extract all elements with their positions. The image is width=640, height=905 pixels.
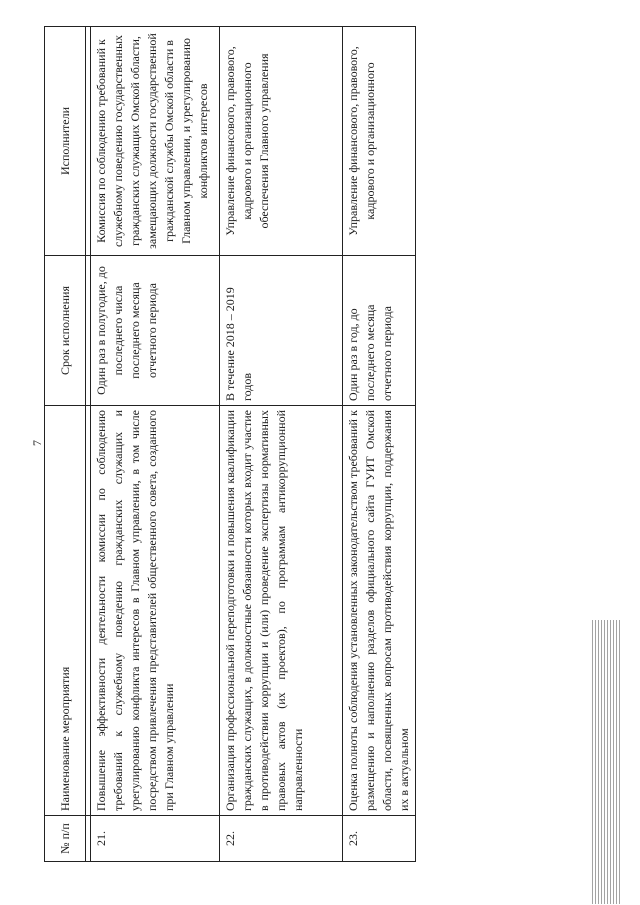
row-name: Повышение эффективности деятельности комиссии по соблюдению требований к служебному поведению гражданских служащих и урегулированию конфликта интересов в Главном управлении, в том числе посредством привлечения представителей общественного совета, созданного при Главном управлении bbox=[91, 406, 220, 816]
row-executors: Управление финансового, правового, кадрового и организационного bbox=[343, 27, 416, 256]
rotated-page bbox=[44, 27, 574, 862]
row-name: Оценка полноты соблюдения установленных законодательством требований к размещению и наполнению разделов официального сайта ГУИТ Омской области, посвященных вопросам противодействия коррупции, поддержания их в актуальном bbox=[343, 406, 416, 816]
table-header-row bbox=[45, 27, 86, 862]
header-name: Наименование мероприятия bbox=[45, 406, 86, 816]
page-number: 7 bbox=[30, 440, 44, 446]
measures-table bbox=[44, 26, 416, 862]
row-executors: Комиссия по соблюдению требований к служебному поведению государственных гражданских служащих Омской области, замещающих должности государственной гражданской службы Омской области в Главном управлении, и урегулированию конфликтов интересов bbox=[91, 27, 220, 256]
header-num: № п/п bbox=[45, 816, 86, 862]
row-num: 21. bbox=[91, 816, 220, 862]
row-deadline: Один раз в полугодие, до последнего числа последнего месяца отчетного периода bbox=[91, 256, 220, 406]
row-num: 22. bbox=[220, 816, 343, 862]
table-row bbox=[91, 27, 220, 862]
row-num: 23. bbox=[343, 816, 416, 862]
header-executors: Исполнители bbox=[45, 27, 86, 256]
table-row bbox=[343, 27, 416, 862]
row-executors: Управление финансового, правового, кадрового и организационного обеспечения Главного управления bbox=[220, 27, 343, 256]
row-deadline: В течение 2018 – 2019 годов bbox=[220, 256, 343, 406]
row-name: Организация профессиональной переподготовки и повышения квалификации гражданских служащих, в должностные обязанности которых входит участие в противодействии коррупции и (или) проведение экспертизы нормативных правовых актов (их проектов), по программам антикоррупционной направленности bbox=[220, 406, 343, 816]
table-row bbox=[220, 27, 343, 862]
header-deadline: Срок исполнения bbox=[45, 256, 86, 406]
scan-edge-artifact bbox=[592, 620, 622, 904]
row-deadline: Один раз в год, до последнего месяца отчетного периода bbox=[343, 256, 416, 406]
